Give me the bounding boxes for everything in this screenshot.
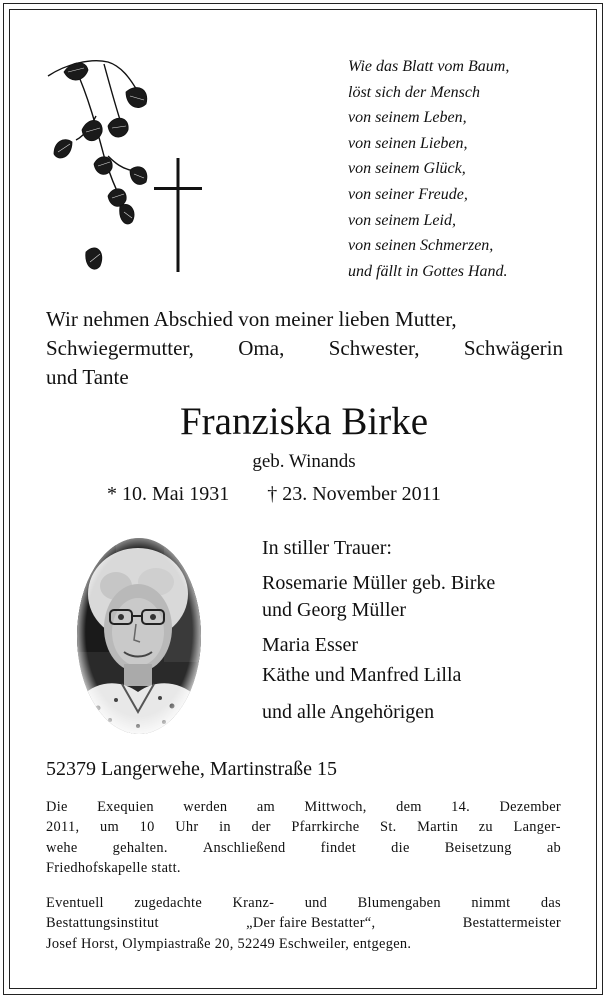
word: und [304, 895, 328, 911]
portrait-photo [76, 532, 202, 734]
word: das [540, 895, 561, 911]
funeral-notice [46, 797, 561, 878]
word: ab [546, 839, 561, 856]
word: Kranz- [232, 895, 275, 911]
word: die [391, 839, 410, 856]
word: zu [478, 819, 493, 836]
intro-word: Schwägerin [463, 336, 563, 360]
word: Bestattungsinstitut [46, 915, 159, 932]
word: Anschließend [202, 839, 286, 856]
notice-line [46, 797, 561, 817]
word: Exequien [97, 799, 154, 815]
donation-notice [46, 893, 561, 954]
poem-line: von seinen Schmerzen, [348, 237, 494, 255]
intro-line-justified [46, 334, 563, 363]
word: findet [320, 839, 357, 856]
poem-line: und fällt in Gottes Hand. [348, 262, 508, 280]
intro-word: Oma, [238, 336, 285, 360]
mourner-line: und alle Angehörigen [262, 701, 435, 723]
birth-date: * 10. Mai 1931 [107, 483, 230, 505]
word: Pfarrkirche [291, 819, 360, 836]
word: Langer- [513, 819, 561, 836]
birch-branch-icon [46, 56, 154, 284]
word: am [256, 799, 275, 815]
word: Dezember [499, 799, 561, 815]
word: „Der faire Bestatter“, [246, 915, 376, 932]
mourner-line: und Georg Müller [262, 599, 407, 621]
deceased-name: Franziska Birke [179, 400, 428, 443]
word: 14. [451, 799, 471, 815]
poem-line: Wie das Blatt vom Baum, [348, 58, 510, 75]
word: um [99, 819, 119, 836]
poem-line: von seinen Lieben, [348, 134, 468, 152]
death-date: † 23. November 2011 [267, 483, 441, 505]
family-address: 52379 Langerwehe, Martinstraße 15 [46, 758, 338, 780]
poem-line: von seiner Freude, [348, 185, 468, 203]
word: wehe [46, 839, 78, 856]
intro-line: und Tante [46, 365, 129, 389]
notice-line [46, 817, 561, 837]
intro-line: Wir nehmen Abschied von meiner lieben Mutter, [46, 307, 457, 331]
word: nimmt [471, 895, 511, 911]
word: Die [46, 799, 68, 815]
word: Bestattermeister [462, 915, 561, 932]
mourner-line: Käthe und Manfred Lilla [262, 664, 462, 686]
word: der [251, 819, 271, 836]
word: 10 [139, 819, 155, 836]
mourners-heading: In stiller Trauer: [262, 537, 392, 559]
farewell-intro [46, 305, 563, 392]
notice-line: Friedhofskapelle statt. [46, 859, 181, 876]
word: zugedachte [134, 895, 203, 911]
word: Uhr [175, 819, 199, 836]
word: Eventuell [46, 895, 104, 911]
life-dates [107, 481, 441, 507]
poem-line: von seinem Leid, [348, 211, 456, 229]
poem-line: von seinem Leben, [348, 109, 467, 127]
word: 2011, [46, 819, 80, 836]
notice-line [46, 838, 561, 858]
word: werden [183, 799, 228, 815]
notice-line [46, 913, 561, 933]
word: Blumengaben [357, 895, 441, 911]
notice-line: Josef Horst, Olympiastraße 20, 52249 Eschweiler, entgegen. [46, 935, 412, 952]
word: Mittwoch, [304, 799, 367, 815]
word: gehalten. [112, 839, 168, 856]
poem [348, 54, 578, 284]
word: St. [380, 819, 397, 836]
word: dem [396, 799, 422, 815]
maiden-name: geb. Winands [252, 451, 356, 472]
intro-word: Schwester, [328, 336, 420, 360]
word: Martin [417, 819, 459, 836]
word: in [219, 819, 231, 836]
mourner-line: Maria Esser [262, 634, 359, 656]
notice-line [46, 893, 561, 913]
poem-line: von seinem Glück, [348, 160, 466, 178]
poem-line: löst sich der Mensch [348, 83, 480, 101]
mourner-line: Rosemarie Müller geb. Birke [262, 572, 496, 594]
word: Beisetzung [444, 839, 512, 856]
cross-icon [152, 158, 204, 272]
intro-word: Schwiegermutter, [46, 336, 194, 360]
